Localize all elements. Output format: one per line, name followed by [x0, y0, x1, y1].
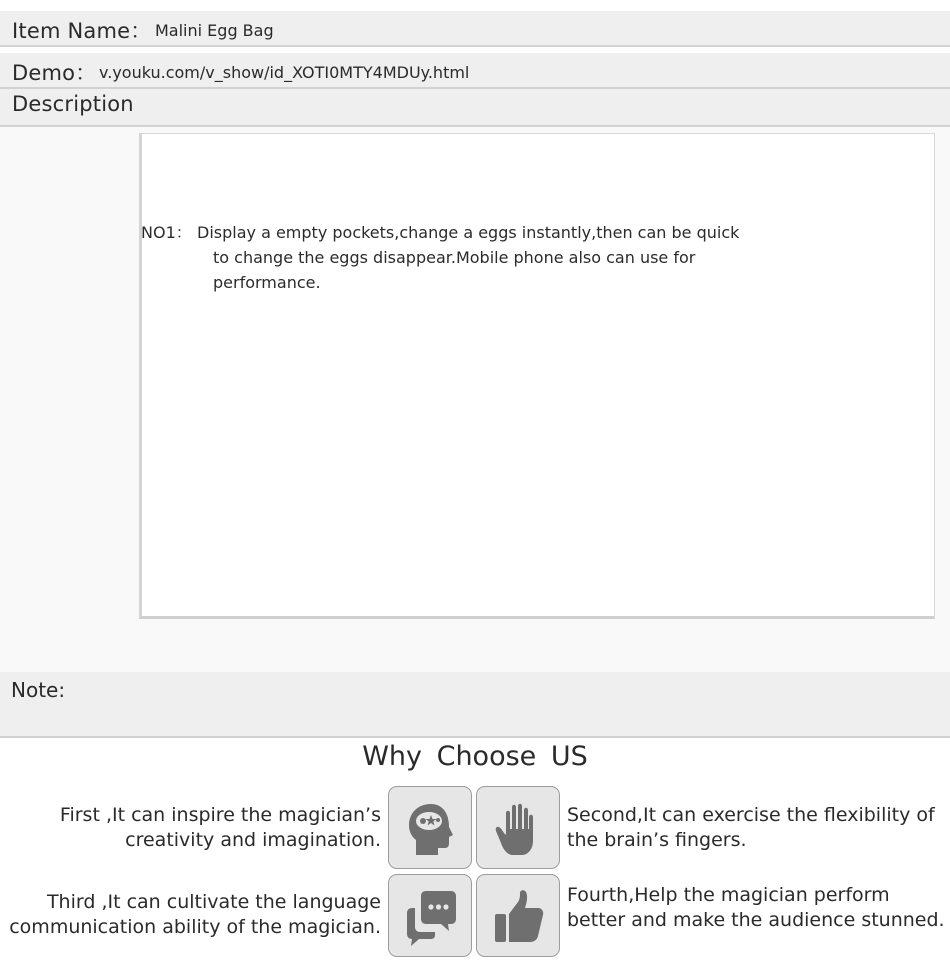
description-area [0, 127, 950, 672]
head-brain-icon [401, 799, 461, 859]
demo-link[interactable]: v.youku.com/v_show/id_XOTI0MTY4MDUy.html [99, 63, 470, 82]
description-bar [0, 89, 950, 127]
feature-tile-fingers [476, 786, 560, 869]
hand-icon [489, 799, 549, 859]
thumbs-up-icon [489, 887, 549, 947]
demo-label: Demo： [12, 61, 97, 85]
note-bar [0, 672, 950, 738]
item-name-label: Item Name： [12, 19, 152, 43]
item-name-value: Malini Egg Bag [155, 21, 274, 40]
description-prefix: NO1： [141, 223, 192, 242]
feature-second-text: Second,It can exercise the flexibility of the brain’s fingers. [567, 804, 935, 851]
description-box [139, 133, 935, 619]
description-label: Description [12, 92, 134, 116]
chat-bubbles-icon [401, 887, 461, 947]
feature-tile-performance [476, 874, 560, 957]
demo-bar [0, 53, 950, 89]
feature-fourth-text: Fourth,Help the magician perform better and make the audience stunned. [567, 884, 945, 931]
feature-third-text: Third ,It can cultivate the language communication ability of the magician. [9, 891, 381, 938]
note-label: Note: [11, 678, 66, 702]
item-name-bar [0, 11, 950, 47]
feature-first-text: First ,It can inspire the magician’s creativity and imagination. [59, 804, 381, 851]
feature-tile-communication [388, 874, 472, 957]
description-body: Display a empty pockets,change a eggs instantly,then can be quick to change the eggs disappear.Mobile phone also can use for performance. [197, 223, 740, 292]
why-choose-us-title: Why Choose US [362, 741, 588, 772]
feature-tile-creativity [388, 786, 472, 869]
